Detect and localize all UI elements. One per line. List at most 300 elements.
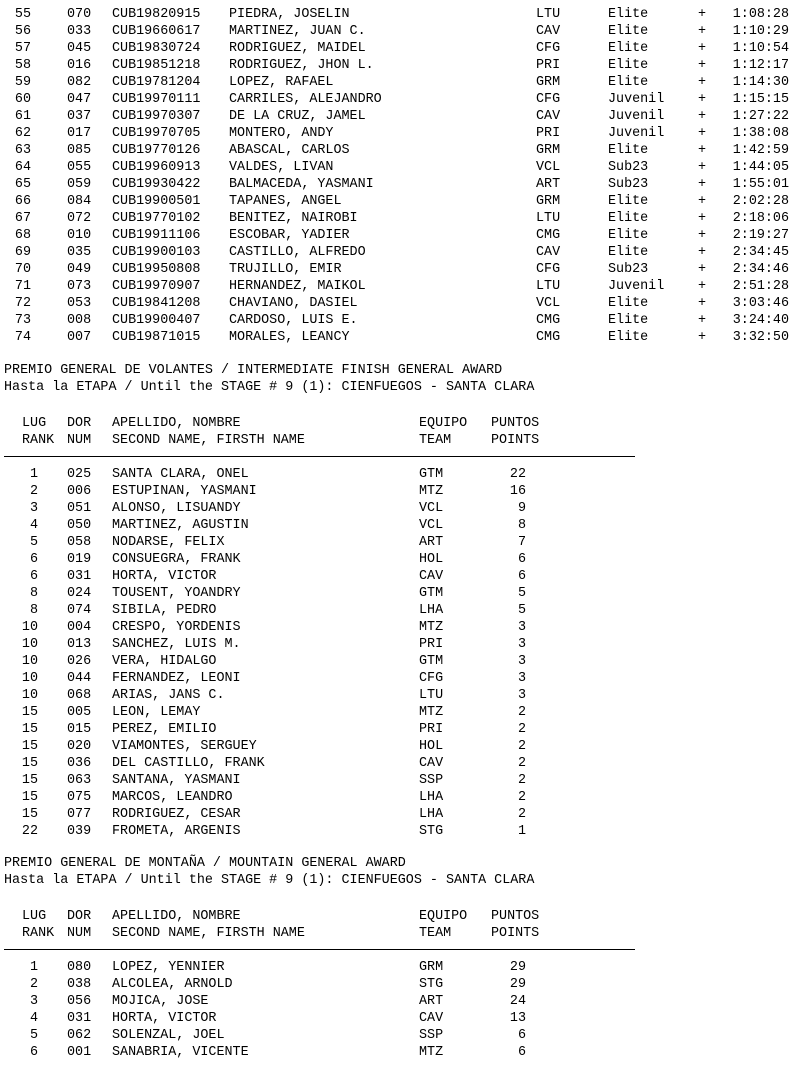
- award-table-row: [0, 721, 800, 738]
- section-subtitle-text: Hasta la ETAPA / Until the STAGE # 9 (1): CIENFUEGOS - SANTA CLARA: [4, 873, 535, 888]
- team-cell: ART: [419, 535, 444, 550]
- points-cell: 16: [509, 484, 526, 499]
- team-cell: GRM: [536, 194, 561, 209]
- points-cell: 8: [517, 518, 526, 533]
- bib-cell: 062: [67, 1028, 92, 1043]
- uci-code-cell: CUB19871015: [112, 330, 201, 345]
- category-cell: Sub23: [608, 177, 649, 192]
- team-cell: CFG: [536, 92, 561, 107]
- plus-sign-cell: +: [698, 177, 707, 192]
- bib-cell: 080: [67, 960, 92, 975]
- team-cell: GRM: [419, 960, 444, 975]
- points-cell: 2: [517, 807, 526, 822]
- gc-table-row: [0, 142, 800, 159]
- rider-name-cell: SANTANA, YASMANI: [112, 773, 241, 788]
- plus-sign-cell: +: [698, 75, 707, 90]
- rank-cell: 3: [29, 501, 38, 516]
- bib-cell: 033: [67, 24, 92, 39]
- team-cell: ART: [419, 994, 444, 1009]
- team-cell: MTZ: [419, 1045, 444, 1060]
- team-cell: LTU: [536, 211, 561, 226]
- rider-name-cell: RODRIGUEZ, CESAR: [112, 807, 241, 822]
- rank-cell: 15: [21, 739, 38, 754]
- uci-code-cell: CUB19911106: [112, 228, 201, 243]
- team-cell: CAV: [419, 569, 444, 584]
- points-cell: 2: [517, 790, 526, 805]
- team-cell: VCL: [536, 296, 561, 311]
- rank-cell: 2: [29, 484, 38, 499]
- rank-cell: 22: [21, 824, 38, 839]
- rank-cell: 15: [21, 722, 38, 737]
- points-cell: 3: [517, 688, 526, 703]
- rider-name-cell: MONTERO, ANDY: [229, 126, 334, 141]
- team-cell: GRM: [536, 143, 561, 158]
- time-gap-cell: 1:14:30: [732, 75, 789, 90]
- plus-sign-cell: +: [698, 313, 707, 328]
- plus-sign-cell: +: [698, 24, 707, 39]
- plus-sign-cell: +: [698, 228, 707, 243]
- rank-cell: 5: [29, 535, 38, 550]
- award-table-row: [0, 823, 800, 840]
- bib-cell: 082: [67, 75, 92, 90]
- bib-cell: 037: [67, 109, 92, 124]
- gc-table-row: [0, 125, 800, 142]
- gc-table-row: [0, 295, 800, 312]
- plus-sign-cell: +: [698, 194, 707, 209]
- rider-name-cell: ALONSO, LISUANDY: [112, 501, 241, 516]
- rider-name-cell: ESCOBAR, YADIER: [229, 228, 350, 243]
- team-cell: MTZ: [419, 705, 444, 720]
- section-title: [0, 855, 800, 872]
- team-cell: PRI: [419, 722, 444, 737]
- bib-cell: 031: [67, 569, 92, 584]
- team-cell: CAV: [536, 24, 561, 39]
- award-table-row: [0, 1010, 800, 1027]
- rank-cell: 64: [14, 160, 31, 175]
- column-header-row: [0, 415, 800, 432]
- rider-name-cell: NODARSE, FELIX: [112, 535, 225, 550]
- team-cell: PRI: [536, 58, 561, 73]
- time-gap-cell: 2:02:28: [732, 194, 789, 209]
- rider-name-cell: CONSUEGRA, FRANK: [112, 552, 241, 567]
- bib-cell: 073: [67, 279, 92, 294]
- rank-cell: 57: [14, 41, 31, 56]
- team-cell: CAV: [419, 756, 444, 771]
- rider-name-cell: SANCHEZ, LUIS M.: [112, 637, 241, 652]
- award-table-row: [0, 993, 800, 1010]
- uci-code-cell: CUB19770102: [112, 211, 201, 226]
- bib-cell: 039: [67, 824, 92, 839]
- rider-name-cell: LOPEZ, YENNIER: [112, 960, 225, 975]
- rider-name-cell: RODRIGUEZ, MAIDEL: [229, 41, 366, 56]
- time-gap-cell: 2:18:06: [732, 211, 789, 226]
- plus-sign-cell: +: [698, 296, 707, 311]
- award-table-row: [0, 483, 800, 500]
- award-table-row: [0, 466, 800, 483]
- bib-cell: 036: [67, 756, 92, 771]
- rider-name-cell: ARIAS, JANS C.: [112, 688, 225, 703]
- column-header-row: [0, 908, 800, 925]
- team-cell: LTU: [536, 7, 561, 22]
- time-gap-cell: 3:24:40: [732, 313, 789, 328]
- rider-name-cell: VERA, HIDALGO: [112, 654, 217, 669]
- category-cell: Elite: [608, 7, 649, 22]
- bib-cell: 077: [67, 807, 92, 822]
- points-cell: 24: [509, 994, 526, 1009]
- rank-cell: 5: [29, 1028, 38, 1043]
- category-cell: Elite: [608, 75, 649, 90]
- rank-cell: 58: [14, 58, 31, 73]
- rank-cell: 63: [14, 143, 31, 158]
- gc-table-row: [0, 57, 800, 74]
- award-table-row: [0, 959, 800, 976]
- rider-name-cell: MARTINEZ, AGUSTIN: [112, 518, 249, 533]
- team-cell: CFG: [536, 41, 561, 56]
- rider-name-cell: BALMACEDA, YASMANI: [229, 177, 374, 192]
- bib-cell: 074: [67, 603, 92, 618]
- bib-cell: 085: [67, 143, 92, 158]
- rider-name-cell: CARRILES, ALEJANDRO: [229, 92, 382, 107]
- bib-cell: 017: [67, 126, 92, 141]
- rider-name-cell: HORTA, VICTOR: [112, 569, 217, 584]
- category-cell: Elite: [608, 194, 649, 209]
- plus-sign-cell: +: [698, 211, 707, 226]
- category-cell: Sub23: [608, 262, 649, 277]
- rider-name-cell: MOJICA, JOSE: [112, 994, 209, 1009]
- category-cell: Elite: [608, 211, 649, 226]
- category-cell: Elite: [608, 296, 649, 311]
- category-cell: Elite: [608, 313, 649, 328]
- plus-sign-cell: +: [698, 330, 707, 345]
- rank-cell: 61: [14, 109, 31, 124]
- time-gap-cell: 1:12:17: [732, 58, 789, 73]
- time-gap-cell: 1:27:22: [732, 109, 789, 124]
- time-gap-cell: 1:42:59: [732, 143, 789, 158]
- team-cell: MTZ: [419, 620, 444, 635]
- bib-cell: 010: [67, 228, 92, 243]
- rank-cell: 8: [29, 603, 38, 618]
- team-cell: CAV: [419, 1011, 444, 1026]
- rider-name-cell: ESTUPINAN, YASMANI: [112, 484, 257, 499]
- category-cell: Elite: [608, 24, 649, 39]
- award-table-row: [0, 517, 800, 534]
- rider-name-cell: CASTILLO, ALFREDO: [229, 245, 366, 260]
- award-table-row: [0, 772, 800, 789]
- team-cell: VCL: [419, 518, 444, 533]
- award-table-row: [0, 551, 800, 568]
- team-cell: GTM: [419, 586, 444, 601]
- bib-cell: 031: [67, 1011, 92, 1026]
- team-cell: LHA: [419, 807, 444, 822]
- category-cell: Elite: [608, 143, 649, 158]
- bib-cell: 020: [67, 739, 92, 754]
- team-cell: ART: [536, 177, 561, 192]
- category-cell: Elite: [608, 330, 649, 345]
- team-cell: CMG: [536, 330, 561, 345]
- gc-table-row: [0, 108, 800, 125]
- time-gap-cell: 1:10:29: [732, 24, 789, 39]
- rider-name-cell: SANTA CLARA, ONEL: [112, 467, 249, 482]
- team-cell: LTU: [536, 279, 561, 294]
- bib-cell: 008: [67, 313, 92, 328]
- team-cell: CFG: [536, 262, 561, 277]
- rider-name-cell: HERNANDEZ, MAIKOL: [229, 279, 366, 294]
- gc-table-row: [0, 210, 800, 227]
- rank-cell: 15: [21, 773, 38, 788]
- time-gap-cell: 1:55:01: [732, 177, 789, 192]
- award-table-row: [0, 1027, 800, 1044]
- award-table-row: [0, 755, 800, 772]
- plus-sign-cell: +: [698, 58, 707, 73]
- section-title: [0, 362, 800, 379]
- bib-cell: 063: [67, 773, 92, 788]
- rank-cell: 8: [29, 586, 38, 601]
- rank-cell: 6: [29, 552, 38, 567]
- rank-cell: 10: [21, 654, 38, 669]
- gc-table-row: [0, 329, 800, 346]
- points-cell: 6: [517, 1028, 526, 1043]
- header-rank-es: LUG: [22, 416, 47, 431]
- uci-code-cell: CUB19970307: [112, 109, 201, 124]
- rank-cell: 4: [29, 518, 38, 533]
- award-table-row: [0, 704, 800, 721]
- points-cell: 2: [517, 739, 526, 754]
- uci-code-cell: CUB19900103: [112, 245, 201, 260]
- rank-cell: 73: [14, 313, 31, 328]
- bib-cell: 016: [67, 58, 92, 73]
- rank-cell: 1: [29, 467, 38, 482]
- bib-cell: 001: [67, 1045, 92, 1060]
- rider-name-cell: TOUSENT, YOANDRY: [112, 586, 241, 601]
- team-cell: MTZ: [419, 484, 444, 499]
- award-table-row: [0, 585, 800, 602]
- team-cell: HOL: [419, 552, 444, 567]
- rank-cell: 69: [14, 245, 31, 260]
- uci-code-cell: CUB19950808: [112, 262, 201, 277]
- bib-cell: 038: [67, 977, 92, 992]
- points-cell: 5: [517, 603, 526, 618]
- section-title-text: PREMIO GENERAL DE MONTAÑA / MOUNTAIN GENERAL AWARD: [4, 856, 406, 871]
- team-cell: LHA: [419, 790, 444, 805]
- time-gap-cell: 1:44:05: [732, 160, 789, 175]
- bib-cell: 058: [67, 535, 92, 550]
- plus-sign-cell: +: [698, 126, 707, 141]
- bib-cell: 005: [67, 705, 92, 720]
- points-cell: 2: [517, 722, 526, 737]
- rider-name-cell: TRUJILLO, EMIR: [229, 262, 342, 277]
- uci-code-cell: CUB19781204: [112, 75, 201, 90]
- bib-cell: 051: [67, 501, 92, 516]
- points-cell: 2: [517, 705, 526, 720]
- gc-table-row: [0, 278, 800, 295]
- header-name-es: APELLIDO, NOMBRE: [112, 416, 241, 431]
- rider-name-cell: BENITEZ, NAIROBI: [229, 211, 358, 226]
- uci-code-cell: CUB19841208: [112, 296, 201, 311]
- rider-name-cell: ALCOLEA, ARNOLD: [112, 977, 233, 992]
- points-cell: 6: [517, 569, 526, 584]
- rank-cell: 10: [21, 671, 38, 686]
- header-num-es: DOR: [67, 909, 92, 924]
- plus-sign-cell: +: [698, 143, 707, 158]
- rider-name-cell: DE LA CRUZ, JAMEL: [229, 109, 366, 124]
- team-cell: LHA: [419, 603, 444, 618]
- award-table-row: [0, 738, 800, 755]
- header-name-en: SECOND NAME, FIRSTH NAME: [112, 926, 305, 941]
- bib-cell: 044: [67, 671, 92, 686]
- time-gap-cell: 2:19:27: [732, 228, 789, 243]
- header-team-es: EQUIPO: [419, 909, 468, 924]
- gc-table-row: [0, 227, 800, 244]
- category-cell: Elite: [608, 228, 649, 243]
- gc-table-row: [0, 261, 800, 278]
- team-cell: CFG: [419, 671, 444, 686]
- award-table-row: [0, 619, 800, 636]
- points-cell: 3: [517, 637, 526, 652]
- header-team-es: EQUIPO: [419, 416, 468, 431]
- header-num-es: DOR: [67, 416, 92, 431]
- header-rank-es: LUG: [22, 909, 47, 924]
- header-points-en: POINTS: [491, 433, 540, 448]
- team-cell: GTM: [419, 654, 444, 669]
- rank-cell: 10: [21, 688, 38, 703]
- time-gap-cell: 2:34:45: [732, 245, 789, 260]
- rank-cell: 70: [14, 262, 31, 277]
- header-name-en: SECOND NAME, FIRSTH NAME: [112, 433, 305, 448]
- bib-cell: 004: [67, 620, 92, 635]
- rank-cell: 4: [29, 1011, 38, 1026]
- header-points-es: PUNTOS: [491, 909, 540, 924]
- uci-code-cell: CUB19851218: [112, 58, 201, 73]
- rank-cell: 6: [29, 569, 38, 584]
- time-gap-cell: 1:10:54: [732, 41, 789, 56]
- header-rank-en: RANK: [22, 433, 55, 448]
- section-subtitle: [0, 379, 800, 396]
- points-cell: 3: [517, 671, 526, 686]
- plus-sign-cell: +: [698, 41, 707, 56]
- bib-cell: 007: [67, 330, 92, 345]
- team-cell: HOL: [419, 739, 444, 754]
- uci-code-cell: CUB19930422: [112, 177, 201, 192]
- rider-name-cell: LOPEZ, RAFAEL: [229, 75, 334, 90]
- uci-code-cell: CUB19970705: [112, 126, 201, 141]
- header-name-es: APELLIDO, NOMBRE: [112, 909, 241, 924]
- rider-name-cell: CRESPO, YORDENIS: [112, 620, 241, 635]
- bib-cell: 053: [67, 296, 92, 311]
- bib-cell: 049: [67, 262, 92, 277]
- rider-name-cell: ABASCAL, CARLOS: [229, 143, 350, 158]
- rank-cell: 68: [14, 228, 31, 243]
- rider-name-cell: LEON, LEMAY: [112, 705, 201, 720]
- uci-code-cell: CUB19830724: [112, 41, 201, 56]
- category-cell: Juvenil: [608, 109, 665, 124]
- header-team-en: TEAM: [419, 926, 452, 941]
- plus-sign-cell: +: [698, 7, 707, 22]
- table-divider: [4, 456, 635, 457]
- points-cell: 1: [517, 824, 526, 839]
- bib-cell: 045: [67, 41, 92, 56]
- time-gap-cell: 3:03:46: [732, 296, 789, 311]
- points-cell: 2: [517, 756, 526, 771]
- rider-name-cell: MARTINEZ, JUAN C.: [229, 24, 366, 39]
- bib-cell: 050: [67, 518, 92, 533]
- time-gap-cell: 1:38:08: [732, 126, 789, 141]
- rider-name-cell: VIAMONTES, SERGUEY: [112, 739, 257, 754]
- points-cell: 2: [517, 773, 526, 788]
- bib-cell: 068: [67, 688, 92, 703]
- header-num-en: NUM: [67, 433, 92, 448]
- rank-cell: 15: [21, 756, 38, 771]
- bib-cell: 025: [67, 467, 92, 482]
- uci-code-cell: CUB19960913: [112, 160, 201, 175]
- rank-cell: 1: [29, 960, 38, 975]
- rider-name-cell: FERNANDEZ, LEONI: [112, 671, 241, 686]
- team-cell: VCL: [419, 501, 444, 516]
- team-cell: CAV: [536, 109, 561, 124]
- category-cell: Juvenil: [608, 92, 665, 107]
- award-table-row: [0, 636, 800, 653]
- rank-cell: 62: [14, 126, 31, 141]
- award-table-row: [0, 1044, 800, 1061]
- award-table-row: [0, 976, 800, 993]
- points-cell: 13: [509, 1011, 526, 1026]
- gc-table-row: [0, 193, 800, 210]
- time-gap-cell: 1:08:28: [732, 7, 789, 22]
- points-cell: 5: [517, 586, 526, 601]
- award-table-row: [0, 670, 800, 687]
- points-cell: 29: [509, 960, 526, 975]
- rider-name-cell: RODRIGUEZ, JHON L.: [229, 58, 374, 73]
- uci-code-cell: CUB19820915: [112, 7, 201, 22]
- rank-cell: 72: [14, 296, 31, 311]
- team-cell: CMG: [536, 313, 561, 328]
- rider-name-cell: SOLENZAL, JOEL: [112, 1028, 225, 1043]
- plus-sign-cell: +: [698, 92, 707, 107]
- column-header-row: [0, 925, 800, 942]
- rank-cell: 15: [21, 790, 38, 805]
- points-cell: 3: [517, 654, 526, 669]
- bib-cell: 070: [67, 7, 92, 22]
- rider-name-cell: CARDOSO, LUIS E.: [229, 313, 358, 328]
- bib-cell: 024: [67, 586, 92, 601]
- rider-name-cell: DEL CASTILLO, FRANK: [112, 756, 265, 771]
- rider-name-cell: VALDES, LIVAN: [229, 160, 334, 175]
- award-table-row: [0, 534, 800, 551]
- header-team-en: TEAM: [419, 433, 452, 448]
- points-cell: 3: [517, 620, 526, 635]
- rank-cell: 65: [14, 177, 31, 192]
- bib-cell: 035: [67, 245, 92, 260]
- rank-cell: 10: [21, 637, 38, 652]
- points-cell: 6: [517, 552, 526, 567]
- rank-cell: 66: [14, 194, 31, 209]
- team-cell: VCL: [536, 160, 561, 175]
- uci-code-cell: CUB19900407: [112, 313, 201, 328]
- rank-cell: 2: [29, 977, 38, 992]
- gc-table-row: [0, 23, 800, 40]
- uci-code-cell: CUB19770126: [112, 143, 201, 158]
- team-cell: SSP: [419, 773, 444, 788]
- bib-cell: 026: [67, 654, 92, 669]
- rider-name-cell: SIBILA, PEDRO: [112, 603, 217, 618]
- time-gap-cell: 3:32:50: [732, 330, 789, 345]
- points-cell: 29: [509, 977, 526, 992]
- gc-table-row: [0, 91, 800, 108]
- award-table-row: [0, 653, 800, 670]
- time-gap-cell: 2:34:46: [732, 262, 789, 277]
- category-cell: Juvenil: [608, 279, 665, 294]
- rank-cell: 60: [14, 92, 31, 107]
- uci-code-cell: CUB19660617: [112, 24, 201, 39]
